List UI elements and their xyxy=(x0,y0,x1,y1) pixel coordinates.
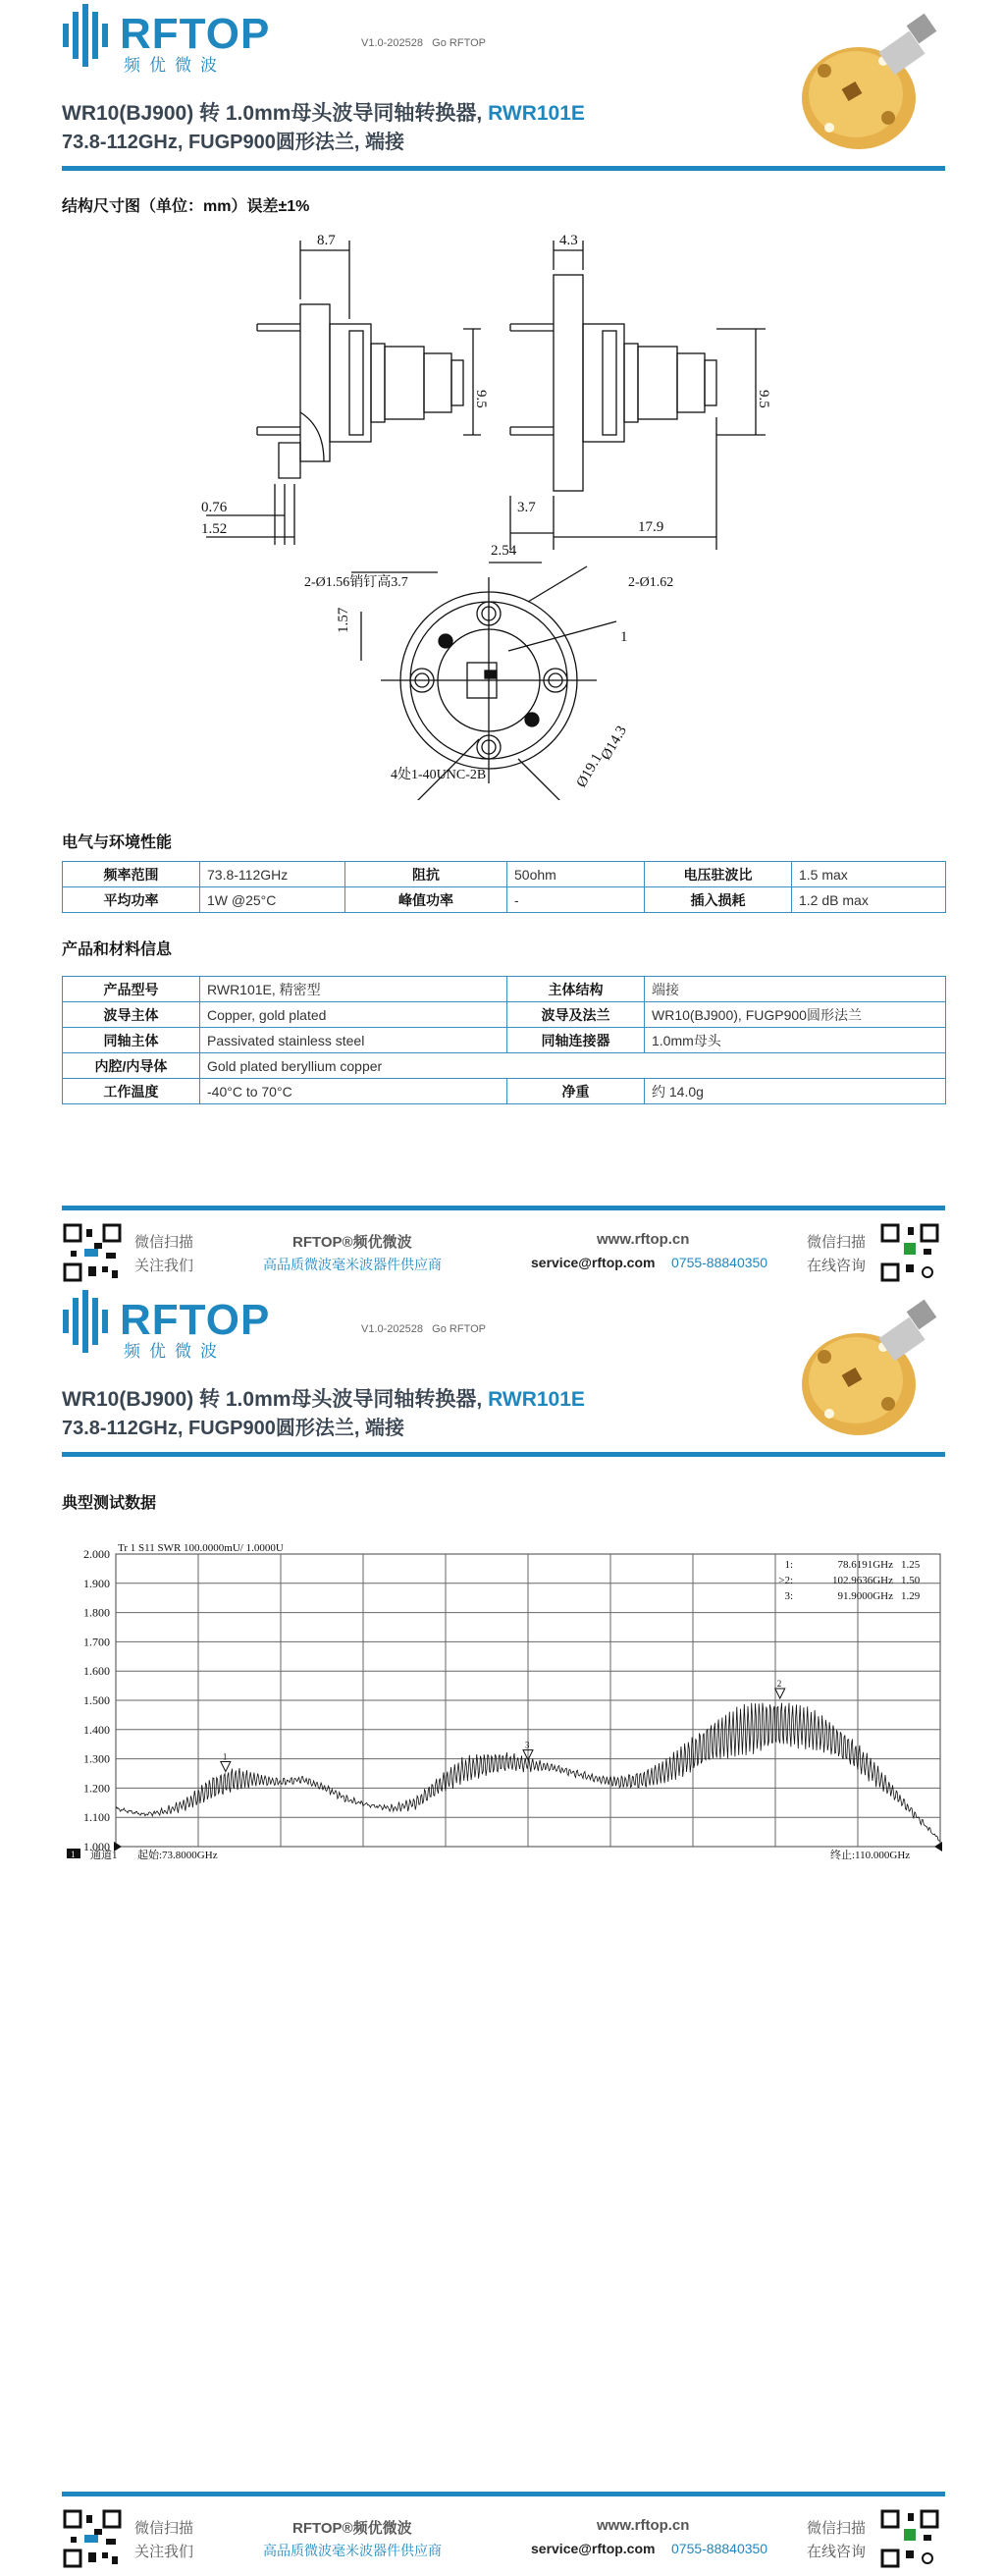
qr-code-icon xyxy=(63,1223,122,1282)
title-line2: 73.8-112GHz, FUGP900圆形法兰, 端接 xyxy=(62,1418,405,1439)
y-tick-label: 1.700 xyxy=(83,1635,110,1649)
y-tick-label: 1.900 xyxy=(83,1576,110,1590)
y-tick-label: 1.000 xyxy=(83,1840,110,1853)
dim-4-3: 4.3 xyxy=(559,233,578,248)
marker-id: 1: xyxy=(784,1559,793,1571)
chart-header: Tr 1 S11 SWR 100.0000mU/ 1.0000U xyxy=(118,1542,284,1554)
footer-online[interactable]: 在线咨询 xyxy=(807,1258,867,1274)
dim-thread: 4处1-40UNC-2B xyxy=(391,768,487,782)
footer-wechat-2: 微信扫描 xyxy=(807,2520,867,2537)
title-line1: WR10(BJ900) 转 1.0mm母头波导同轴转换器, RWR101E xyxy=(62,102,585,125)
swr-chart xyxy=(59,1536,947,1870)
marker-triangle xyxy=(775,1689,785,1698)
section-drawing: 结构尺寸图（单位：mm）误差±1% xyxy=(62,198,310,215)
header-rule xyxy=(62,1452,945,1457)
qr-code-icon xyxy=(63,2509,122,2568)
y-tick-label: 1.500 xyxy=(83,1693,110,1707)
product-photo xyxy=(785,1286,952,1448)
dimension-drawing xyxy=(177,221,815,800)
dim-1-52: 1.52 xyxy=(201,521,228,537)
logo-text: RFTOP xyxy=(120,1296,271,1344)
y-tick-label: 1.800 xyxy=(83,1605,110,1620)
y-tick-label: 1.200 xyxy=(83,1781,110,1796)
marker-triangle xyxy=(221,1762,231,1772)
dim-9-5-left: 9.5 xyxy=(473,390,489,408)
product-photo xyxy=(785,0,952,162)
dim-8-7: 8.7 xyxy=(317,233,336,248)
marker-value: 1.29 xyxy=(901,1590,921,1602)
version-label: V1.0-202528 Go RFTOP xyxy=(361,1323,486,1335)
section-electrical: 电气与环境性能 xyxy=(62,834,173,851)
footer-email[interactable]: service@rftop.com xyxy=(531,2541,656,2556)
y-tick-label: 1.400 xyxy=(83,1722,110,1737)
marker-label: 1 xyxy=(222,1751,228,1762)
title-line2: 73.8-112GHz, FUGP900圆形法兰, 端接 xyxy=(62,132,405,153)
footer-wechat: 微信扫描 xyxy=(134,2520,194,2537)
footer-wechat-2: 微信扫描 xyxy=(807,1234,867,1251)
logo xyxy=(61,1286,287,1363)
footer-rule xyxy=(62,2492,945,2496)
dim-3-7: 3.7 xyxy=(517,500,536,515)
marker-freq: 91.9000GHz xyxy=(837,1590,893,1602)
side-view-left xyxy=(206,241,481,545)
logo-wave-icon xyxy=(61,2,122,71)
section-test: 典型测试数据 xyxy=(62,1495,157,1512)
title-line1: WR10(BJ900) 转 1.0mm母头波导同轴转换器, RWR101E xyxy=(62,1388,585,1411)
y-tick-label: 1.300 xyxy=(83,1751,110,1766)
chart-start: 起始:73.8000GHz xyxy=(137,1850,218,1861)
version-label: V1.0-202528 Go RFTOP xyxy=(361,37,486,49)
dim-1: 1 xyxy=(620,629,628,645)
electrical-table xyxy=(62,861,946,913)
footer-slogan: 高品质微波毫米波器件供应商 xyxy=(263,1257,442,1272)
dim-2-54: 2.54 xyxy=(491,543,517,559)
table-row: 频率范围 73.8-112GHz 阻抗 50ohm 电压驻波比 1.5 max xyxy=(63,862,946,887)
footer-phone: 0755-88840350 xyxy=(671,2541,768,2556)
marker-id: 3: xyxy=(784,1590,793,1602)
chart-channel: 通道1 xyxy=(90,1850,118,1861)
flange-front-view xyxy=(351,563,616,800)
stop-marker xyxy=(934,1842,942,1852)
header-rule xyxy=(62,166,945,171)
footer-rule xyxy=(62,1206,945,1210)
section-material: 产品和材料信息 xyxy=(62,941,173,958)
footer-phone: 0755-88840350 xyxy=(671,1255,768,1270)
footer-wechat: 微信扫描 xyxy=(134,1234,194,1251)
dim-1-57: 1.57 xyxy=(336,607,351,633)
model-number: RWR101E xyxy=(488,102,585,125)
marker-label: 3 xyxy=(525,1740,530,1750)
footer-website[interactable]: www.rftop.cn xyxy=(597,2517,690,2534)
marker-freq: 78.6191GHz xyxy=(837,1559,893,1571)
material-table xyxy=(62,976,946,1104)
logo-cn: 频优微波 xyxy=(124,1342,226,1361)
dim-hole: 2-Ø1.62 xyxy=(628,575,674,590)
side-view-right xyxy=(510,241,766,550)
footer-follow: 关注我们 xyxy=(134,2544,194,2560)
y-tick-label: 1.600 xyxy=(83,1664,110,1679)
dim-0-76: 0.76 xyxy=(201,500,228,515)
channel-badge-num: 1 xyxy=(71,1850,76,1859)
y-tick-label: 1.100 xyxy=(83,1810,110,1825)
dim-dia-19-1: Ø19.1 xyxy=(573,750,607,790)
table-row: 内腔/内导体 Gold plated beryllium copper xyxy=(63,1053,946,1079)
logo-wave-icon xyxy=(61,1288,122,1357)
model-number: RWR101E xyxy=(488,1388,585,1411)
qr-code-icon xyxy=(880,1223,939,1282)
dim-pin: 2-Ø1.56销钉高3.7 xyxy=(304,575,408,590)
table-row: 平均功率 1W @25°C 峰值功率 - 插入损耗 1.2 dB max xyxy=(63,887,946,913)
marker-label: 2 xyxy=(776,1679,782,1689)
marker-freq: 102.9636GHz xyxy=(831,1575,893,1586)
dim-dia-14-3: Ø14.3 xyxy=(598,723,631,763)
marker-id: >2: xyxy=(778,1575,793,1586)
footer-website[interactable]: www.rftop.cn xyxy=(597,1231,690,1248)
table-row: 工作温度 -40°C to 70°C 净重 约 14.0g xyxy=(63,1079,946,1104)
footer-company: RFTOP®频优微波 xyxy=(292,1234,412,1251)
footer-follow: 关注我们 xyxy=(134,1258,194,1274)
marker-value: 1.25 xyxy=(901,1559,921,1571)
footer-online[interactable]: 在线咨询 xyxy=(807,2544,867,2560)
qr-code-icon xyxy=(880,2509,939,2568)
footer-company: RFTOP®频优微波 xyxy=(292,2520,412,2537)
table-row: 产品型号 RWR101E, 精密型 主体结构 端接 xyxy=(63,977,946,1002)
table-row: 同轴主体 Passivated stainless steel 同轴连接器 1.0mm母头 xyxy=(63,1028,946,1053)
footer-slogan: 高品质微波毫米波器件供应商 xyxy=(263,2543,442,2558)
logo xyxy=(61,0,287,77)
y-tick-label: 2.000 xyxy=(83,1547,110,1561)
footer-email[interactable]: service@rftop.com xyxy=(531,1255,656,1270)
table-row: 波导主体 Copper, gold plated 波导及法兰 WR10(BJ900), FUGP900圆形法兰 xyxy=(63,1002,946,1028)
marker-value: 1.50 xyxy=(901,1575,921,1586)
chart-stop: 终止:110.000GHz xyxy=(830,1850,911,1861)
dim-17-9: 17.9 xyxy=(638,519,664,535)
dim-9-5-right: 9.5 xyxy=(756,390,771,408)
logo-text: RFTOP xyxy=(120,10,271,58)
logo-cn: 频优微波 xyxy=(124,56,226,75)
